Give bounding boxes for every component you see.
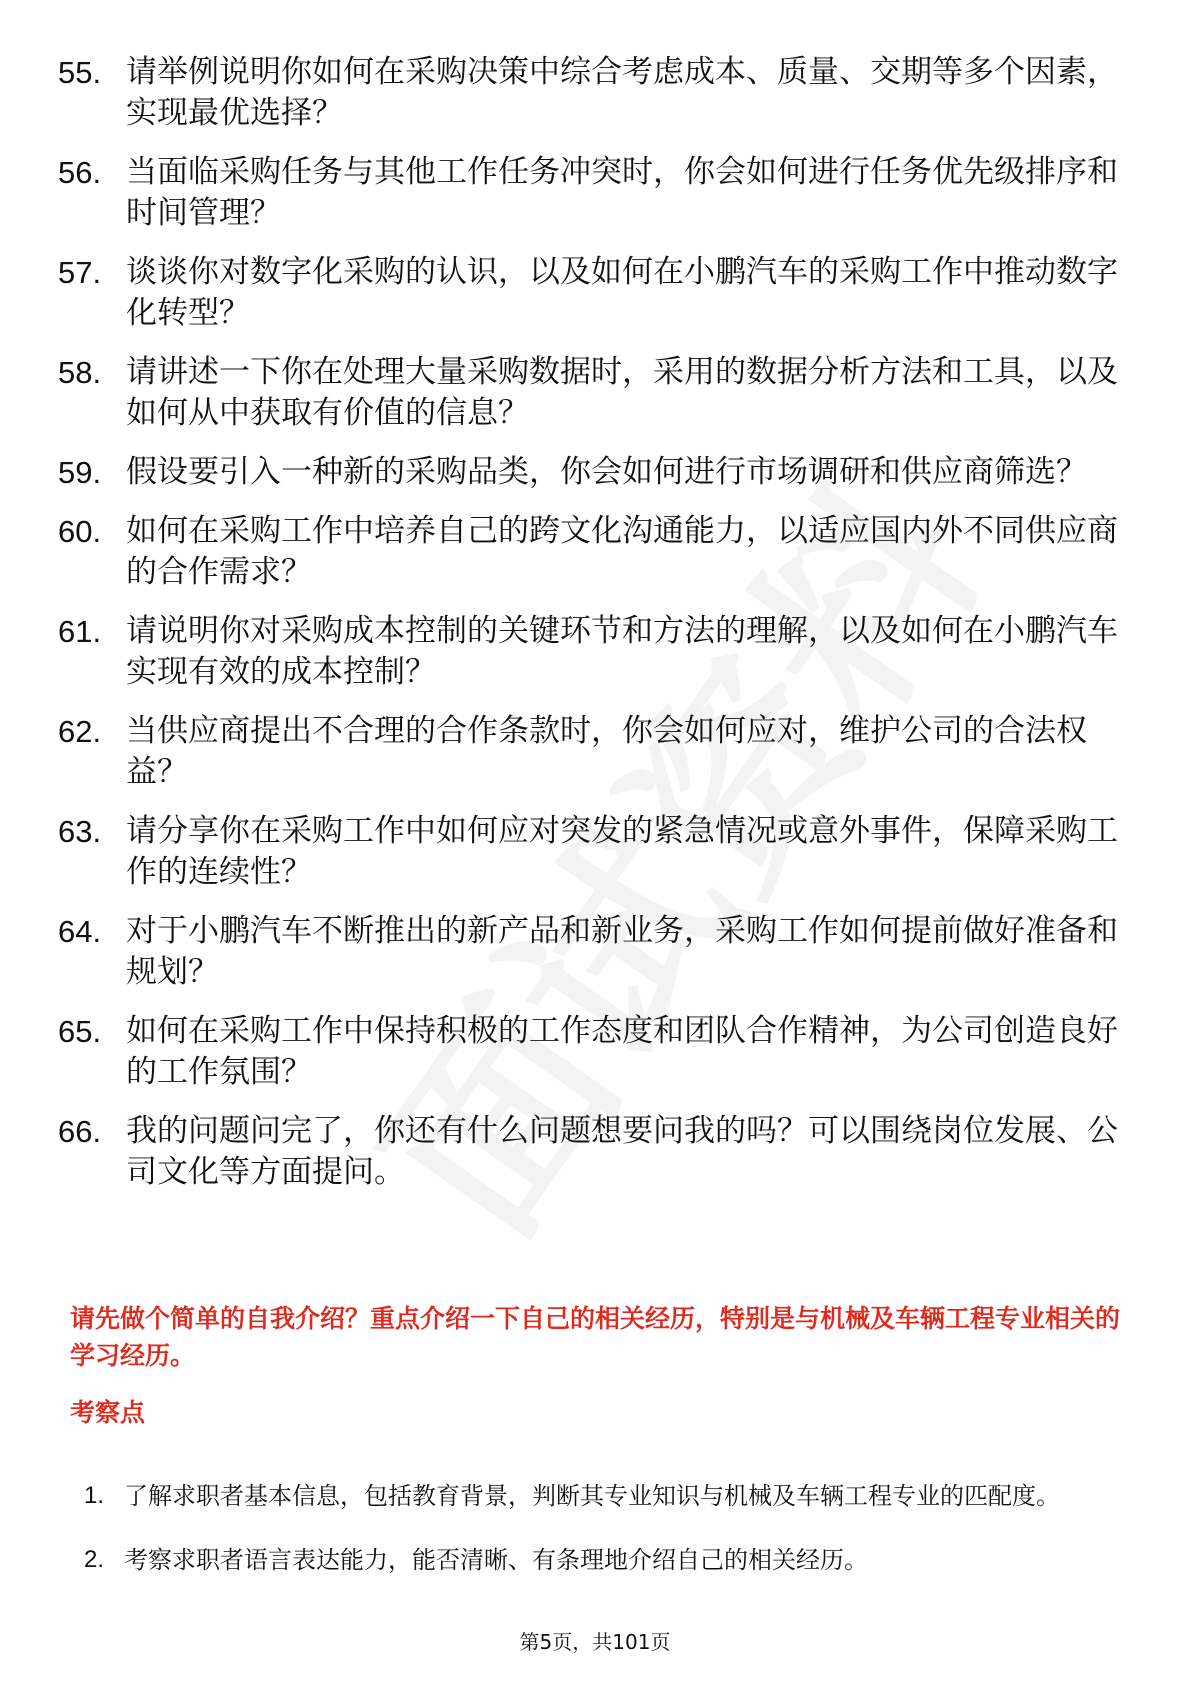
section-title: 考察点 [70,1398,146,1427]
question-item [58,1011,1118,1093]
point-text: 考察求职者语言表达能力，能否清晰、有条理地介绍自己的相关经历。 [124,1546,868,1574]
question-text: 如何在采购工作中培养自己的跨文化沟通能力，以适应国内外不同供应商的合作需求？ [126,513,1118,590]
question-text: 对于小鹏汽车不断推出的新产品和新业务，采购工作如何提前做好准备和规划？ [126,913,1118,990]
point-number: 2. [84,1546,105,1573]
assessment-points [84,1470,1124,1598]
point-text: 了解求职者基本信息，包括教育背景，判断其专业知识与机械及车辆工程专业的匹配度。 [124,1482,1060,1510]
question-text: 当供应商提出不合理的合作条款时，你会如何应对，维护公司的合法权益？ [126,713,1087,790]
question-number: 59. [58,455,102,490]
question-text: 请说明你对采购成本控制的关键环节和方法的理解，以及如何在小鹏汽车实现有效的成本控制？ [126,613,1118,690]
question-item [58,452,1118,493]
question-text: 当面临采购任务与其他工作任务冲突时，你会如何进行任务优先级排序和时间管理？ [126,154,1118,231]
question-text: 请举例说明你如何在采购决策中综合考虑成本、质量、交期等多个因素，实现最优选择？ [126,54,1118,131]
question-item [58,511,1118,593]
question-number: 60. [58,514,102,549]
question-text: 如何在采购工作中保持积极的工作态度和团队合作精神，为公司创造良好的工作氛围？ [126,1013,1118,1090]
question-item [58,252,1118,334]
question-number: 66. [58,1114,102,1149]
question-item [58,352,1118,434]
question-number: 55. [58,55,102,90]
question-number: 65. [58,1014,102,1049]
question-number: 58. [58,355,102,390]
question-item [58,152,1118,234]
point-number: 1. [84,1482,105,1509]
question-item [58,911,1118,993]
question-text: 我的问题问完了，你还有什么问题想要问我的吗？可以围绕岗位发展、公司文化等方面提问。 [126,1113,1118,1190]
question-item [58,811,1118,893]
highlight-question: 请先做个简单的自我介绍？重点介绍一下自己的相关经历，特别是与机械及车辆工程专业相关的学习经历。 [70,1304,1121,1370]
question-item [58,711,1118,793]
question-number: 64. [58,914,102,949]
question-text: 假设要引入一种新的采购品类，你会如何进行市场调研和供应商筛选？ [126,454,1087,490]
question-item [58,52,1118,134]
question-text: 谈谈你对数字化采购的认识，以及如何在小鹏汽车的采购工作中推动数字化转型？ [126,254,1118,331]
question-number: 63. [58,814,102,849]
assessment-point [84,1470,1124,1522]
question-number: 56. [58,155,102,190]
question-number: 57. [58,255,102,290]
assessment-point [84,1534,1124,1586]
question-item [58,611,1118,693]
question-number: 62. [58,714,102,749]
question-item [58,1111,1118,1193]
page-footer: 第5页，共101页 [519,1630,671,1654]
question-text: 请分享你在采购工作中如何应对突发的紧急情况或意外事件，保障采购工作的连续性？ [126,813,1118,890]
question-list [58,52,1118,1211]
question-number: 61. [58,614,102,649]
question-text: 请讲述一下你在处理大量采购数据时，采用的数据分析方法和工具，以及如何从中获取有价值的信息？ [126,354,1118,431]
